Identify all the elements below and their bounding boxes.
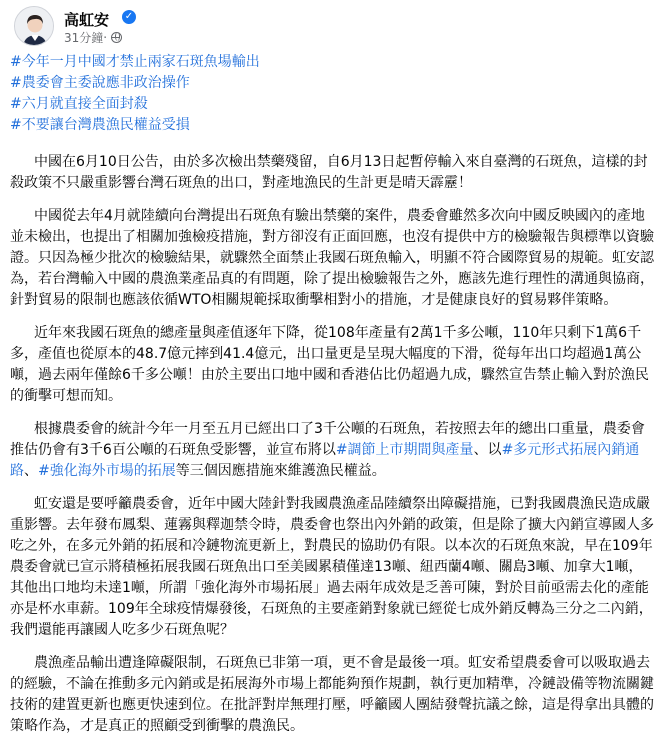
hashtag-link[interactable]: #不要讓台灣農漁民權益受損 [10, 117, 190, 133]
hashtag-link[interactable]: #今年一月中國才禁止兩家石斑魚場輸出 [10, 54, 260, 70]
author-name[interactable]: 高虹安 [64, 11, 110, 29]
avatar-portrait-icon [15, 7, 54, 46]
paragraph-text: 根據農委會的統計今年一月至五月已經出口了3千公噸的石斑魚，若按照去年的總出口重量，農委會推估仍會有3千6百公噸的石斑魚受影響，並宣布將以 [10, 421, 645, 458]
hashtag-link[interactable]: #多元形式拓展內銷通路 [10, 442, 640, 479]
paragraph [10, 494, 654, 641]
meta-separator: · [103, 30, 108, 45]
paragraph [10, 152, 654, 194]
paragraph-text: 近年來我國石斑魚的總產量與產值逐年下降，從108年產量有2萬1千多公噸，110年只剩下1萬6千多，產值也從原本的48.7億元摔到41.4億元，出口量更是呈現大幅度的下滑，從每年出口均超過1萬公噸，過去兩年僅餘6千多公噸！由於主要出口地中國和香港佔比仍超過九成，驟然宣告禁止輸入對於漁民的衝擊可想而知。 [10, 325, 649, 404]
paragraph-text: 、 [24, 463, 38, 479]
paragraph-text: 等三個因應措施來維護漁民權益。 [175, 463, 386, 479]
hashtag-link[interactable]: #六月就直接全面封殺 [10, 96, 148, 112]
paragraph-text: 虹安還是要呼籲農委會，近年中國大陸針對我國農漁產品陸續祭出障礙措施，已對我國農漁民造成嚴重影響。去年發布鳳梨、蓮霧與釋迦禁令時，農委會也祭出內外銷的政策，但是除了擴大內銷宣導國人多吃之外，在多元外銷的拓展和冷鏈物流更新上，對農民的協助仍有限。以本次的石斑魚來說，早在109年農委會就已宣示將積極拓展我國石斑魚出口至美國累積僅達13噸、紐西蘭4噸、關島3噸、加拿大1噸，其他出口地均未達1噸，所謂「強化海外市場拓展」過去兩年成效是乏善可陳，對於目前亟需去化的產能亦是杯水車薪。109年全球疫情爆發後，石斑魚的主要產銷對象就已經從七成外銷反轉為三分之二內銷，我們還能再讓國人吃多少石斑魚呢？ [10, 496, 654, 638]
post-time[interactable]: 31分鐘 [64, 31, 104, 45]
paragraph-text: 中國在6月10日公告，由於多次檢出禁藥殘留，自6月13日起暫停輸入來自臺灣的石斑魚，這樣的封殺政策不只嚴重影響台灣石斑魚的出口，對產地漁民的生計更是晴天霹靂！ [10, 154, 648, 191]
paragraph [10, 653, 654, 737]
paragraph [10, 206, 654, 311]
paragraph [10, 323, 654, 407]
hashtag-link[interactable]: #強化海外市場的拓展 [38, 463, 176, 479]
post-meta [64, 29, 122, 46]
paragraph-text: 中國從去年4月就陸續向台灣提出石斑魚有驗出禁藥的案件，農委會雖然多次向中國反映國內的產地並未檢出，也提出了相關加強檢疫措施，對方卻沒有正面回應，也沒有提供中方的檢驗報告與標準以資驗證。只因為極少批次的檢驗結果，就驟然全面禁止我國石斑魚輸入，明顯不符合國際貿易的規範。虹安認為，若台灣輸入中國的農漁業產品真的有問題，除了提出檢驗報告之外，應該先進行理性的溝通與協商，針對貿易的限制也應該依循WTO相關規範採取衝擊相對小的措施，才是健康良好的貿易夥伴策略。 [10, 208, 654, 308]
hashtag-link[interactable]: #農委會主委說應非政治操作 [10, 75, 190, 91]
paragraph-text: 農漁產品輸出遭逢障礙限制，石斑魚已非第一項，更不會是最後一項。虹安希望農委會可以吸取過去的經驗，不論在推動多元內銷或是拓展海外市場上都能夠預作規劃，執行更加精準，冷鏈設備等物流關鍵技術的建置更新也應更快速到位。在批評對岸無理打壓，呼籲國人團結發聲抗議之餘，這是得拿出具體的策略作為，才是真正的照顧受到衝擊的農漁民。 [10, 655, 654, 734]
paragraph-text: 、以 [473, 442, 502, 458]
paragraph [10, 419, 654, 482]
post-header [14, 6, 654, 46]
post-body [10, 52, 654, 737]
globe-icon[interactable] [111, 32, 122, 43]
author-avatar[interactable] [14, 6, 54, 46]
verified-badge-icon: ✓ [122, 10, 136, 24]
hashtag-link[interactable]: #調節上市期間與產量 [335, 442, 474, 458]
